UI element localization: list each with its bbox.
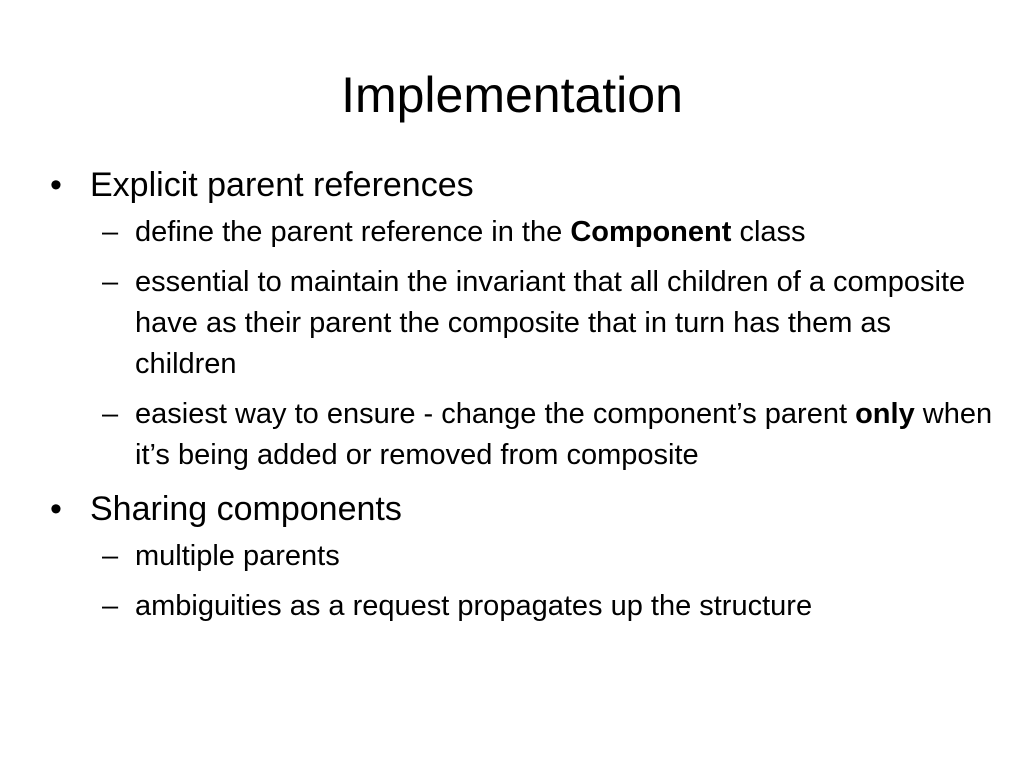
bullet-text: Sharing components	[90, 490, 402, 528]
subbullet-text	[135, 216, 806, 248]
subbullet-text: multiple parents	[135, 540, 340, 572]
subbullet-define-parent-reference	[50, 212, 1000, 253]
slide-title: Implementation	[341, 67, 683, 123]
text-run: easiest way to ensure - change the component’s parent	[135, 398, 856, 430]
bold-term-only: only	[855, 398, 915, 430]
text-run: define the parent reference in the	[135, 216, 571, 248]
subbullet-maintain-invariant	[50, 262, 1000, 385]
dash-icon: –	[102, 398, 119, 430]
bullet-text: Explicit parent references	[90, 166, 474, 204]
subbullet-text: essential to maintain the invariant that all children of a composite have as their parent the composite that in turn has them as children	[135, 266, 966, 380]
bullet-sharing-components	[50, 488, 1000, 530]
bold-term-component: Component	[570, 216, 732, 248]
subbullet-easiest-way	[50, 394, 1000, 476]
dash-icon: –	[102, 266, 119, 298]
dash-icon: –	[102, 216, 119, 248]
bullet-icon: •	[50, 166, 62, 204]
dash-icon: –	[102, 590, 119, 622]
bullet-explicit-parent-references	[50, 164, 1000, 206]
slide-content	[50, 164, 1000, 636]
subbullet-text: ambiguities as a request propagates up the structure	[135, 590, 813, 622]
bullet-icon: •	[50, 490, 62, 528]
text-run: class	[731, 216, 806, 248]
subbullet-ambiguities	[50, 586, 1000, 627]
dash-icon: –	[102, 540, 119, 572]
text-run: when it’s being added or removed from composite	[135, 398, 993, 471]
subbullet-text	[135, 398, 992, 471]
subbullet-multiple-parents	[50, 536, 1000, 577]
